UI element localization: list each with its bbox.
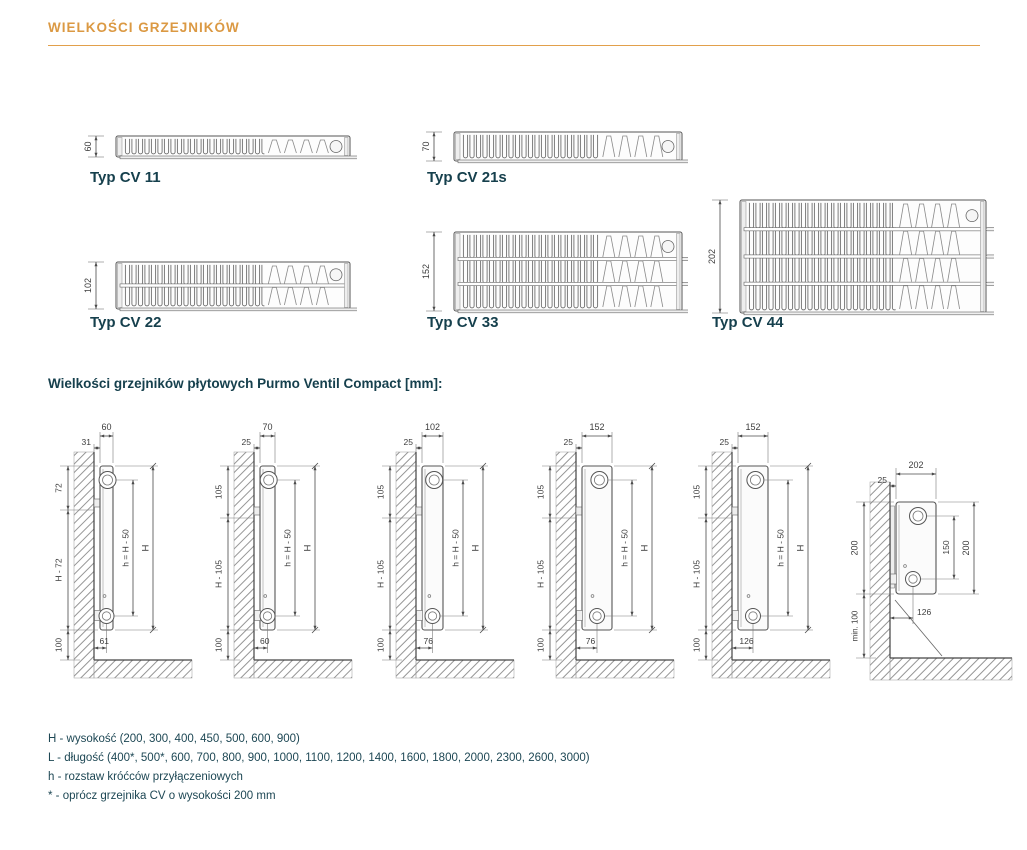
page-title: WIELKOŚCI GRZEJNIKÓW — [48, 20, 240, 35]
dimension-arrow — [549, 514, 552, 518]
dimension-arrow — [593, 647, 597, 650]
installation-diagram-4 — [530, 418, 682, 690]
floor-hatch — [254, 660, 352, 678]
dimension-label: H — [140, 544, 152, 552]
dimension-arrow — [109, 435, 113, 438]
dimension-label: H - 105 — [691, 560, 702, 588]
bottom-plate — [120, 156, 357, 159]
installation-diagram-5 — [686, 418, 838, 690]
note-asterisk: * - oprócz grzejnika CV o wysokości 200 mm — [48, 790, 276, 802]
dimension-label: 126 — [739, 636, 754, 646]
dimension-arrow — [254, 647, 258, 650]
dimension-arrow — [227, 514, 230, 518]
dimension-arrow — [549, 466, 552, 470]
dimension-label: H - 105 — [535, 560, 546, 588]
dimension-arrow — [953, 516, 956, 520]
type-label-cv21s: Typ CV 21s — [427, 169, 507, 186]
dimension-label: H - 105 — [213, 560, 224, 588]
dimension-arrow — [787, 612, 790, 616]
dimension-arrow — [764, 435, 768, 438]
dimension-arrow — [863, 590, 866, 594]
dimension-arrow — [95, 305, 98, 309]
tube-stub — [986, 282, 994, 285]
dimension-arrow — [94, 647, 98, 650]
dimension-arrow — [732, 647, 736, 650]
dimension-label: 70 — [421, 141, 431, 152]
drain-valve — [99, 609, 114, 624]
wall-hatch — [74, 452, 94, 678]
dimension-arrow — [132, 612, 135, 616]
dimension-label: 25 — [877, 475, 887, 485]
dimension-arrow — [67, 510, 70, 514]
dimension-label: 31 — [81, 437, 91, 447]
dimension-label: 60 — [101, 422, 112, 432]
end-cap — [677, 134, 681, 160]
dimension-label: 76 — [423, 636, 433, 646]
dimension-label: 100 — [213, 637, 224, 653]
dimension-arrow — [95, 136, 98, 140]
dimension-arrow — [549, 630, 552, 634]
end-cap — [456, 134, 461, 160]
dimension-arrow — [719, 309, 722, 313]
installation-diagram-2 — [208, 418, 360, 690]
dimension-label: 105 — [691, 484, 702, 500]
panel-plate — [458, 282, 678, 285]
dimension-label: 76 — [585, 636, 596, 646]
dimension-label: min. 100 — [850, 610, 860, 642]
dimension-label: 102 — [424, 422, 441, 432]
dimension-arrow — [549, 518, 552, 522]
dimension-label: 152 — [745, 422, 761, 432]
dimension-label: 202 — [908, 460, 924, 470]
dimension-arrow — [705, 518, 708, 522]
tube-stub — [986, 228, 994, 231]
panel-plate — [744, 228, 982, 231]
end-plug — [966, 210, 978, 222]
dimension-label: 100 — [53, 637, 64, 653]
note-connections: h - rozstaw króćców przyłączeniowych — [48, 771, 243, 783]
dimension-arrow — [631, 480, 634, 484]
dimension-label: 105 — [535, 484, 546, 500]
dimension-arrow — [433, 157, 436, 161]
dimension-label: 102 — [83, 277, 93, 294]
dimension-label: 200 — [961, 540, 971, 556]
tube-stub — [682, 282, 688, 285]
dimension-arrow — [227, 626, 230, 630]
dimension-arrow — [705, 514, 708, 518]
dimension-arrow — [973, 502, 976, 506]
dimension-label: 100 — [535, 637, 546, 653]
type-label-cv22: Typ CV 22 — [90, 314, 162, 331]
dimension-arrow — [67, 626, 70, 630]
dimension-arrow — [719, 200, 722, 204]
floor-hatch — [890, 658, 1012, 680]
drain-valve — [590, 609, 605, 624]
dimension-arrow — [705, 626, 708, 630]
dimension-label: h = H - 50 — [619, 529, 630, 567]
type-label-cv11: Typ CV 11 — [90, 169, 161, 186]
dimension-label: h = H - 50 — [282, 529, 293, 567]
end-plug — [330, 269, 342, 281]
dimension-label: h = H - 50 — [120, 529, 131, 567]
dimension-label: h = H - 50 — [775, 529, 786, 567]
dimension-arrow — [433, 307, 436, 311]
valve-body — [733, 611, 739, 621]
dimension-arrow — [294, 480, 297, 484]
dimension-arrow — [95, 262, 98, 266]
end-cap — [345, 138, 349, 156]
dimension-arrow — [263, 647, 267, 650]
panel-plate — [458, 257, 678, 260]
end-plug — [330, 141, 342, 153]
radiator-side — [100, 466, 113, 630]
dimension-label: 152 — [421, 263, 431, 280]
dimension-label: H - 72 — [53, 558, 64, 582]
end-plug — [662, 241, 674, 253]
dimension-arrow — [294, 612, 297, 616]
dimension-arrow — [433, 232, 436, 236]
tube-stub — [682, 257, 688, 260]
end-cap — [118, 138, 123, 156]
convector-fins — [124, 138, 264, 155]
dimension-arrow — [705, 466, 708, 470]
dimension-arrow — [973, 590, 976, 594]
valve-body — [891, 574, 897, 584]
dimension-arrow — [100, 435, 104, 438]
dimension-label: 100 — [691, 637, 702, 653]
dimension-arrow — [132, 480, 135, 484]
floor-hatch — [94, 660, 192, 678]
vent-plug — [99, 472, 116, 489]
cross-section-cv44 — [706, 194, 994, 323]
dimension-label: 60 — [260, 636, 270, 646]
dimension-arrow — [227, 630, 230, 634]
dimension-arrow — [422, 435, 426, 438]
cross-section-cv21s — [420, 126, 688, 171]
dimension-label: 200 — [849, 540, 860, 556]
dimension-label: 25 — [719, 437, 729, 447]
panel-plate — [744, 255, 982, 258]
wall-hatch — [870, 482, 890, 680]
dimension-arrow — [462, 480, 465, 484]
end-plug — [662, 141, 674, 153]
dimension-label: 105 — [375, 484, 386, 500]
installation-diagram-low-height — [844, 458, 1022, 692]
floor-hatch — [576, 660, 674, 678]
dimension-arrow — [576, 647, 580, 650]
dimension-label: H — [639, 544, 651, 552]
convector-fins — [462, 134, 599, 159]
end-cap — [456, 234, 461, 310]
wall-hatch — [234, 452, 254, 678]
panel-plate — [120, 284, 346, 287]
note-height: H - wysokość (200, 300, 400, 450, 500, 600, 900) — [48, 733, 300, 745]
dimension-arrow — [549, 626, 552, 630]
tube-stub — [986, 255, 994, 258]
dimension-arrow — [890, 617, 894, 620]
floor-hatch — [732, 660, 830, 678]
dimension-label: 105 — [213, 484, 224, 500]
dimension-arrow — [67, 506, 70, 510]
dimension-arrow — [389, 518, 392, 522]
dimension-label: H — [470, 544, 482, 552]
end-cap — [345, 264, 349, 308]
cross-section-cv33 — [420, 226, 688, 321]
vent-plug — [591, 472, 608, 489]
dimension-arrow — [227, 518, 230, 522]
dimension-arrow — [749, 647, 753, 650]
dimension-label: 70 — [262, 422, 273, 432]
dimension-arrow — [260, 435, 264, 438]
dimension-arrow — [433, 132, 436, 136]
end-cap — [981, 202, 985, 312]
dimension-arrow — [67, 466, 70, 470]
dimension-label: 25 — [403, 437, 413, 447]
wall-hatch — [556, 452, 576, 678]
drain-valve — [425, 609, 440, 624]
vent-plug — [426, 472, 443, 489]
dimension-arrow — [439, 435, 443, 438]
valve-body — [577, 611, 583, 621]
convector-fins — [462, 234, 599, 309]
dimension-arrow — [389, 630, 392, 634]
dimension-label: H — [302, 544, 314, 552]
radiator-side — [260, 466, 275, 630]
dimension-label: 60 — [83, 141, 93, 152]
dimension-arrow — [705, 630, 708, 634]
dimension-label: 202 — [707, 248, 717, 265]
dimension-label: H — [795, 544, 807, 552]
dimension-arrow — [67, 630, 70, 634]
dimension-arrow — [608, 435, 612, 438]
dimension-arrow — [462, 612, 465, 616]
header-rule — [48, 45, 980, 46]
radiator-side — [582, 466, 612, 630]
dimension-arrow — [863, 654, 866, 658]
dimension-arrow — [863, 502, 866, 506]
panel-plate — [744, 282, 982, 285]
drain-valve — [906, 572, 921, 587]
bottom-plate — [458, 310, 688, 313]
dimension-label: 100 — [375, 637, 386, 653]
vent-plug — [747, 472, 764, 489]
dimension-label: 25 — [241, 437, 251, 447]
dimension-arrow — [389, 466, 392, 470]
dimension-arrow — [631, 612, 634, 616]
type-label-cv44: Typ CV 44 — [712, 314, 784, 331]
dimension-label: 150 — [941, 540, 951, 555]
vent-plug — [910, 508, 927, 525]
vent-plug — [260, 472, 277, 489]
dimension-arrow — [896, 473, 900, 476]
dimension-label: 61 — [99, 636, 109, 646]
installation-diagram-1 — [48, 418, 200, 690]
wall-hatch — [712, 452, 732, 678]
valve-body — [417, 611, 423, 621]
dimension-arrow — [932, 473, 936, 476]
cross-section-cv11 — [82, 130, 357, 167]
dimension-label: 152 — [589, 422, 605, 432]
bottom-plate — [458, 160, 688, 163]
radiator-side — [738, 466, 768, 630]
dimension-arrow — [227, 656, 230, 660]
bottom-plate — [120, 308, 357, 311]
dimension-arrow — [95, 153, 98, 157]
section-heading: Wielkości grzejników płytowych Purmo Ventil Compact [mm]: — [48, 376, 443, 391]
dimension-arrow — [549, 656, 552, 660]
dimension-arrow — [227, 466, 230, 470]
installation-diagram-3 — [370, 418, 522, 690]
dimension-arrow — [67, 656, 70, 660]
dimension-arrow — [953, 575, 956, 579]
drain-valve — [260, 609, 275, 624]
drain-valve — [746, 609, 761, 624]
floor-hatch — [416, 660, 514, 678]
cross-section-cv22 — [82, 256, 357, 319]
dimension-label: H - 105 — [375, 560, 386, 588]
dimension-label: h = H - 50 — [450, 529, 461, 567]
wall-hatch — [396, 452, 416, 678]
note-length: L - długość (400*, 500*, 600, 700, 800, 900, 1000, 1100, 1200, 1400, 1600, 1800, 2000, 2300, 2600, 3000) — [48, 752, 590, 764]
dimension-arrow — [863, 594, 866, 598]
dimension-arrow — [416, 647, 420, 650]
end-cap — [677, 234, 681, 310]
dimension-arrow — [389, 626, 392, 630]
type-label-cv33: Typ CV 33 — [427, 314, 499, 331]
dimension-label: 126 — [917, 607, 932, 617]
dimension-arrow — [582, 435, 586, 438]
dimension-arrow — [389, 514, 392, 518]
dimension-arrow — [271, 435, 275, 438]
dimension-arrow — [787, 480, 790, 484]
dimension-arrow — [738, 435, 742, 438]
dimension-arrow — [428, 647, 432, 650]
dimension-label: 25 — [563, 437, 573, 447]
dimension-arrow — [102, 647, 106, 650]
dimension-arrow — [389, 656, 392, 660]
dimension-arrow — [705, 656, 708, 660]
dimension-label: 72 — [53, 483, 64, 493]
